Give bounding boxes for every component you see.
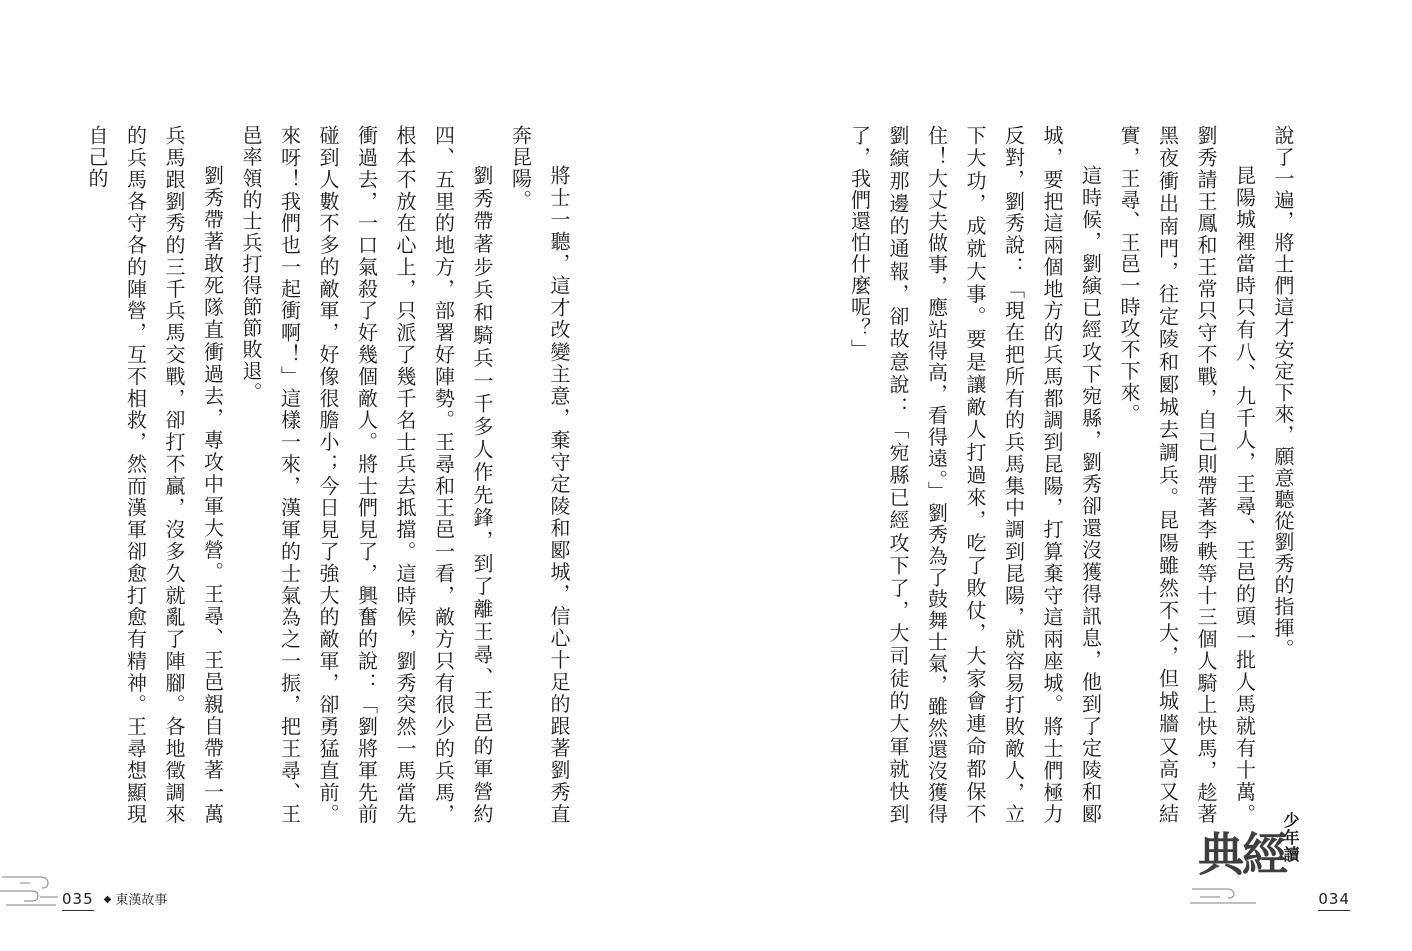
- page-number: 034: [1318, 890, 1350, 911]
- left-page-body: [85, 125, 578, 825]
- paragraph: 說了一遍，將士們這才安定下來，願意聽從劉秀的指揮。: [1271, 125, 1295, 660]
- right-page-body: [822, 125, 1302, 825]
- paragraph: 這時候，劉縯已經攻下宛縣，劉秀卻還沒獲得訊息，他到了定陵和郾城，要把這兩個地方的兵馬都調到昆陽，打算棄守這兩座城。將士們極力反對，劉秀說：「現在把所有的兵馬集中調到昆陽，就容易打敗敵人，立下大功，成就大事。要是讓敵人打過來，吃了敗仗，大家會連命都保不住！大丈夫做事，應站得高，看得遠。」劉秀為了鼓舞士氣，雖然還沒獲得劉縯那邊的通報，卻故意說：「宛縣已經攻下了，大司徒的大軍就快到了，我們還怕什麼呢？」: [847, 125, 1103, 825]
- running-title: 東漢故事: [115, 893, 168, 908]
- paragraph: 劉秀帶著敢死隊直衝過去，專攻中軍大營。王尋、王邑親自帶著一萬兵馬跟劉秀的三千兵馬交戰，卻打不贏，沒多久就亂了陣腳。各地徵調來的兵馬各守各的陣營，互不相救，然而漢軍卻愈打愈有精神。王尋想顯現自己的: [85, 125, 225, 825]
- right-page: [706, 0, 1412, 951]
- paragraph: 將士一聽，這才改變主意，棄守定陵和郾城，信心十足的跟著劉秀直奔昆陽。: [508, 125, 571, 825]
- series-subtitle: 少年讀: [1281, 812, 1300, 863]
- series-title: 經典: [1191, 830, 1289, 876]
- diamond-separator: ◆: [103, 894, 112, 905]
- right-folio: [1318, 890, 1350, 911]
- page-number: 035: [62, 890, 94, 911]
- paragraph: 昆陽城裡當時只有八、九千人，王尋、王邑的頭一批人馬就有十萬。劉秀請王鳳和王常只守不戰，自己則帶著李軼等十三個人騎上快馬，趁著黑夜衝出南門，往定陵和郾城去調兵。昆陽雖然不大，但城牆又高又結實，王尋、王邑一時攻不下來。: [1117, 125, 1257, 825]
- left-folio: [62, 889, 167, 911]
- series-logo: [1191, 812, 1302, 912]
- cloud-ornament-icon: [0, 869, 60, 909]
- paragraph: 劉秀帶著步兵和騎兵一千多人作先鋒，到了離王尋、王邑的軍營約四、五里的地方，部署好陣勢。王尋和王邑一看，敵方只有很少的兵馬，根本不放在心上，只派了幾千名士兵去抵擋。這時候，劉秀突然一馬當先衝過去，一口氣殺了好幾個敵人。將士們見了，興奮的說：「劉將軍先前碰到人數不多的敵軍，好像很膽小；今日見了強大的敵軍，卻勇猛直前。來呀！我們也一起衝啊！」這樣一來，漢軍的士氣為之一振，把王尋、王邑率領的士兵打得節節敗退。: [239, 125, 494, 825]
